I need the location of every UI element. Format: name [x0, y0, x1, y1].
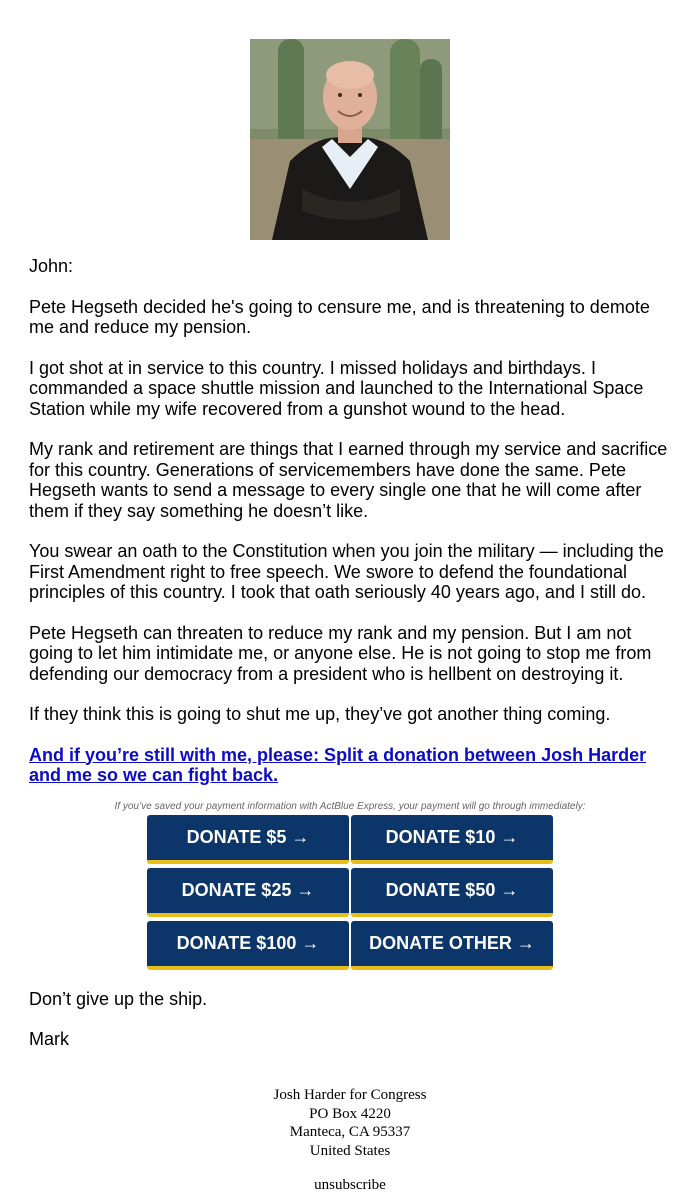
donate-100-button[interactable]: DONATE $100 →	[147, 921, 349, 970]
paragraph-4: You swear an oath to the Constitution when you join the military — including the First Amendment right to free speech. We swore to defend the foundational principles of this country. I took that oath seriously 40 years ago, and I still do.	[29, 541, 664, 602]
footer-address-line-2: Manteca, CA 95337	[289, 1124, 411, 1140]
donation-cta-link[interactable]: And if you’re still with me, please: Split a donation between Josh Harder and me so we can fight back.	[29, 744, 647, 785]
letter-body	[29, 256, 674, 786]
footer-country: United States	[309, 1142, 391, 1159]
closing-line: Don’t give up the ship.	[29, 989, 208, 1009]
portrait-photo-icon	[250, 39, 450, 240]
donate-10-button[interactable]: DONATE $10 →	[351, 815, 553, 864]
unsubscribe-link[interactable]: unsubscribe	[314, 1177, 386, 1193]
paragraph-3: My rank and retirement are things that I earned through my service and sacrifice for this country. Generations of servicemembers have done the same. Pete Hegseth wants to send a message to every single one that he will come after them if they say something he doesn’t like.	[29, 439, 668, 521]
donate-50-button[interactable]: DONATE $50 →	[351, 868, 553, 917]
header-portrait-photo	[250, 39, 450, 240]
signature: Mark	[29, 1028, 69, 1049]
paragraph-6: If they think this is going to shut me up, they’ve got another thing coming.	[29, 704, 611, 724]
paragraph-1: Pete Hegseth decided he's going to censure me, and is threatening to demote me and reduce my pension.	[29, 296, 650, 337]
actblue-express-note: If you’ve saved your payment information with ActBlue Express, your payment will go through immediately:	[114, 801, 586, 812]
greeting: John:	[29, 256, 74, 276]
donate-5-button[interactable]: DONATE $5 →	[147, 815, 349, 864]
footer	[0, 1086, 700, 1195]
paragraph-2: I got shot at in service to this country. I missed holidays and birthdays. I commanded a space shuttle mission and launched to the International Space Station while my wife recovered from a gunshot wound to the head.	[29, 357, 644, 419]
donate-other-button[interactable]: DONATE OTHER →	[351, 921, 553, 970]
paragraph-5: Pete Hegseth can threaten to reduce my rank and my pension. But I am not going to let him intimidate me, or anyone else. He is not going to stop me from defending our democracy from a president who is hellbent on destroying it.	[29, 622, 652, 684]
footer-address-line-1: PO Box 4220	[309, 1105, 391, 1122]
letter-closing	[29, 989, 207, 1068]
footer-org: Josh Harder for Congress	[273, 1087, 427, 1103]
donate-25-button[interactable]: DONATE $25 →	[147, 868, 349, 917]
